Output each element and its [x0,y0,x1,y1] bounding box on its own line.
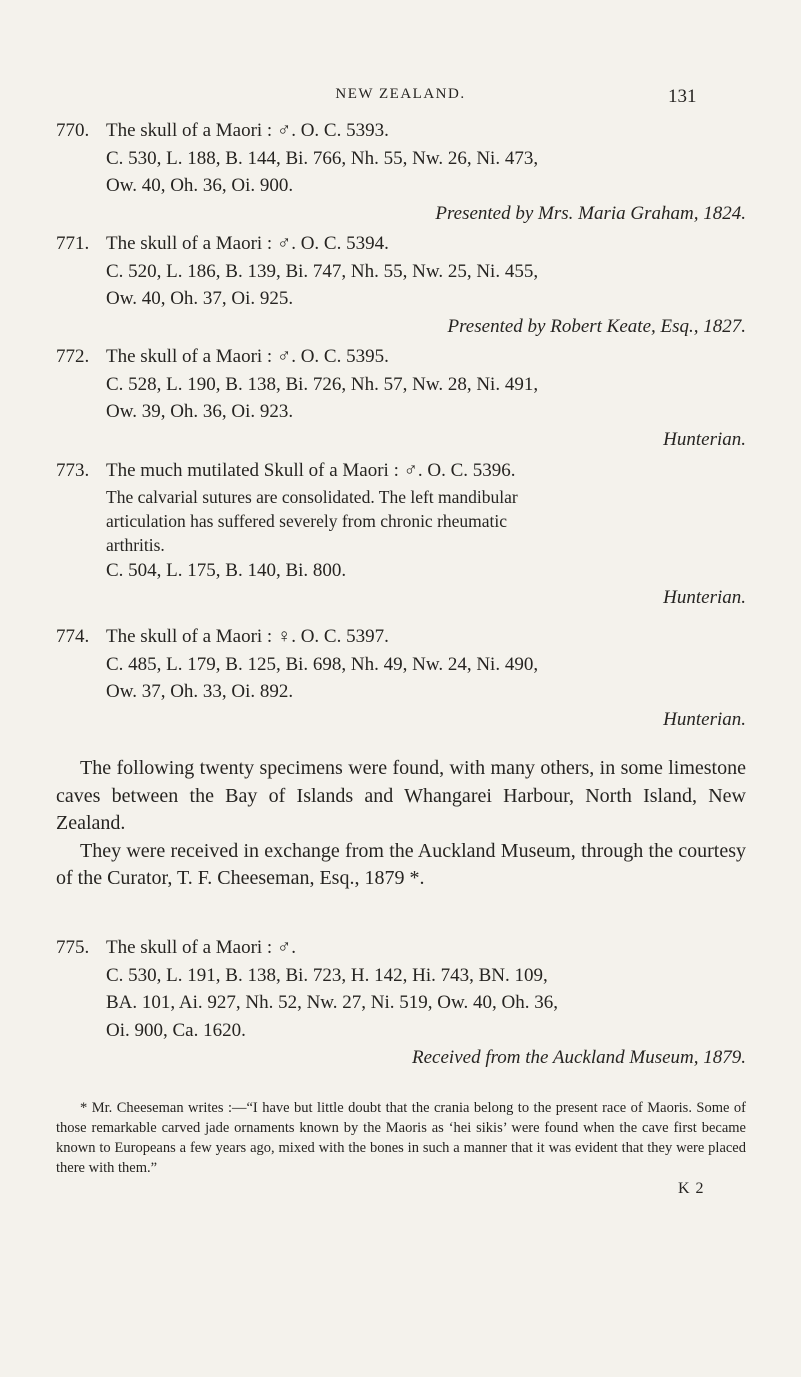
entry-measurements-line: BA. 101, Ai. 927, Nh. 52, Nw. 27, Ni. 519, Ow. 40, Oh. 36, [106,992,558,1013]
entry-heading: The skull of a Maori : ♂. O. C. 5393. [106,120,389,141]
entry-source: Hunterian. [663,708,746,730]
entry-number: 774. [56,626,90,647]
catalogue-entry-774 [56,623,746,733]
entry-heading: The skull of a Maori : ♂. O. C. 5394. [106,233,389,254]
entry-measurements-line: Ow. 37, Oh. 33, Oi. 892. [106,681,294,702]
entry-note-line: articulation has suffered severely from chronic rheumatic [106,510,508,531]
entry-number: 775. [56,937,90,958]
running-head: NEW ZEALAND. [335,86,466,102]
entry-measurements-line: C. 530, L. 188, B. 144, Bi. 766, Nh. 55, Nw. 26, Ni. 473, [106,147,539,169]
entry-title [56,457,746,485]
entry-measurements-line: Oi. 900, Ca. 1620. [106,1019,246,1041]
entry-title [56,343,746,371]
catalogue-entry-775 [56,934,746,1072]
catalogue-entry-773 [56,457,746,612]
footnote-text: * Mr. Cheeseman writes :—“I have but little doubt that the crania belong to the present race of Maoris. Some of those remarkable carved jade ornaments known by the Maoris as ‘hei sikis’ were found when the cave first became known to Europeans a few years ago, mixed with the bones in such a manner that it was evident that they were placed there with them.” [56,1100,746,1176]
catalogue-entry-770 [56,117,746,227]
entry-title [56,117,746,145]
entry-title [56,934,746,962]
entry-source: Presented by Mrs. Maria Graham, 1824. [435,202,746,224]
page-number: 131 [668,86,697,107]
signature-mark: K 2 [678,1180,705,1197]
entry-source: Hunterian. [663,428,746,450]
entry-measurements-line: C. 504, L. 175, B. 140, Bi. 800. [106,559,347,581]
intro-paragraph-2: They were received in exchange from the Auckland Museum, through the courtesy of the Curator, T. F. Cheeseman, Esq., 1879 *. [56,839,746,889]
entry-note-line: arthritis. [106,534,165,555]
entry-measurements-line: Ow. 40, Oh. 36, Oi. 900. [106,175,294,196]
entry-measurements-line: Ow. 39, Oh. 36, Oi. 923. [106,401,294,422]
entry-heading: The skull of a Maori : ♀. O. C. 5397. [106,626,389,647]
entry-number: 770. [56,120,90,141]
entry-number: 771. [56,233,90,254]
entry-heading: The skull of a Maori : ♂. O. C. 5395. [106,346,389,367]
entry-measurements-line: C. 528, L. 190, B. 138, Bi. 726, Nh. 57, Nw. 28, Ni. 491, [106,373,539,395]
entry-source: Presented by Robert Keate, Esq., 1827. [447,315,746,337]
entry-measurements-line: C. 520, L. 186, B. 139, Bi. 747, Nh. 55, Nw. 25, Ni. 455, [106,260,539,282]
entry-measurements-line: C. 485, L. 179, B. 125, Bi. 698, Nh. 49, Nw. 24, Ni. 490, [106,653,539,675]
entry-number: 772. [56,346,90,367]
entry-heading: The skull of a Maori : ♂. [106,937,296,958]
footnote [56,1098,746,1178]
catalogue-entry-771 [56,230,746,340]
intro-paragraphs [56,755,746,893]
entry-source: Hunterian. [663,587,746,608]
entry-measurements-line: Ow. 40, Oh. 37, Oi. 925. [106,288,294,309]
entry-title [56,230,746,258]
entry-source: Received from the Auckland Museum, 1879. [412,1047,746,1068]
entry-number: 773. [56,460,90,481]
entry-heading: The much mutilated Skull of a Maori : ♂. O. C. 5396. [106,460,516,481]
intro-paragraph-1: The following twenty specimens were found, with many others, in some limestone caves between the Bay of Islands and Whangarei Harbour, North Island, New Zealand. [56,757,746,834]
entry-title [56,623,746,651]
entry-note-line: The calvarial sutures are consolidated. The left mandibular [106,486,518,507]
catalogue-entry-772 [56,343,746,453]
entry-measurements-line: C. 530, L. 191, B. 138, Bi. 723, H. 142, Hi. 743, BN. 109, [106,964,548,986]
